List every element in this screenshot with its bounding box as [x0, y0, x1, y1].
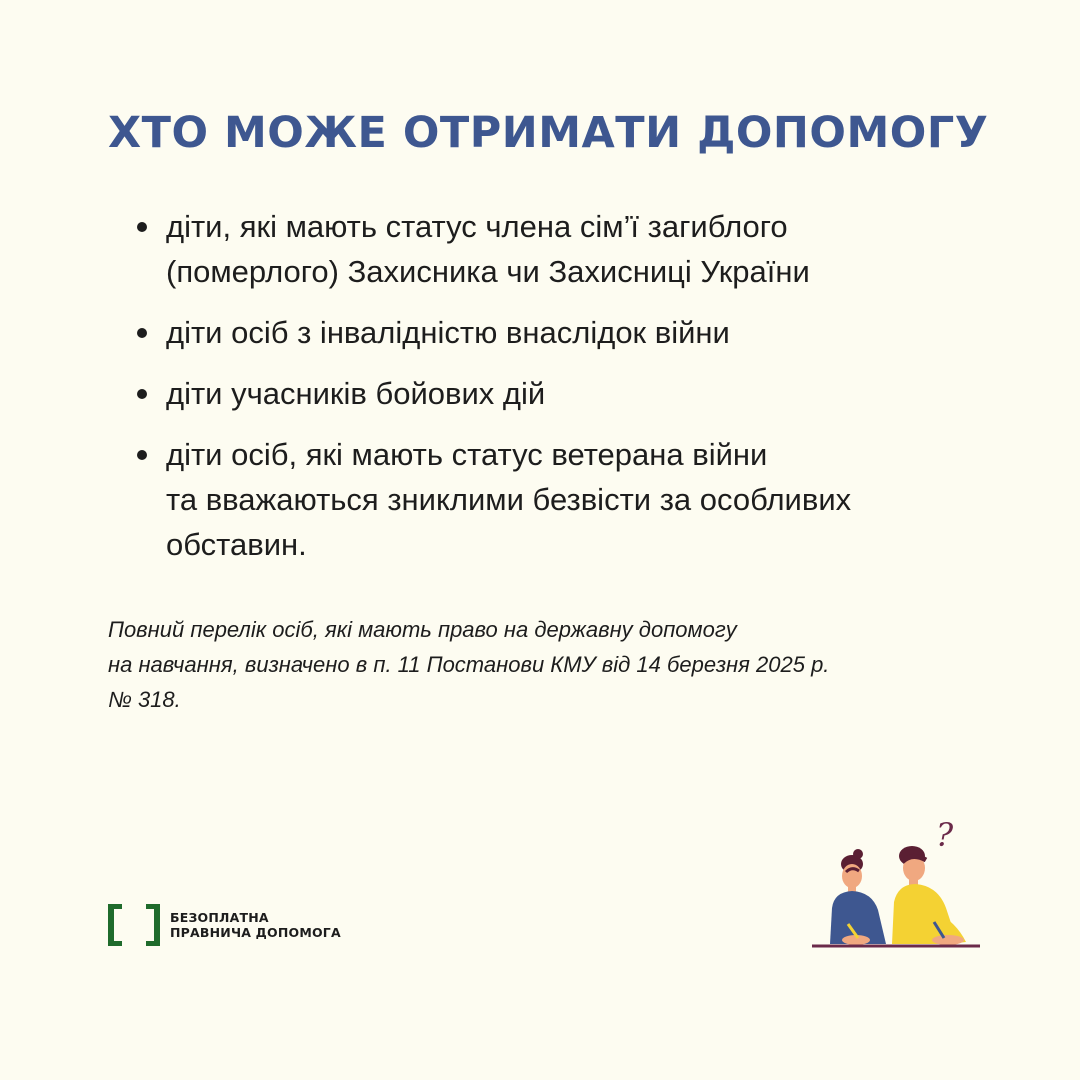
footnote-line: № 318. — [108, 687, 181, 712]
eligibility-list — [134, 204, 994, 583]
question-mark: ? — [936, 816, 954, 854]
list-item-line: обставин. — [166, 527, 307, 562]
footnote — [108, 612, 1008, 717]
footnote-line: Повний перелік осіб, які мають право на державну допомогу — [108, 617, 737, 642]
list-item-line: діти учасників бойових дій — [166, 376, 546, 411]
logo-line-2: ПРАВНИЧА ДОПОМОГА — [170, 925, 341, 940]
page-title: ХТО МОЖЕ ОТРИМАТИ ДОПОМОГУ — [108, 108, 989, 158]
left-student — [830, 849, 886, 945]
left-bracket — [111, 906, 122, 944]
list-item-line: діти осіб з інвалідністю внаслідок війни — [166, 315, 730, 350]
logo-text — [170, 910, 341, 940]
bracket-logo-icon — [108, 904, 160, 946]
list-item — [134, 432, 994, 567]
bullet-icon — [137, 450, 147, 460]
bullet-icon — [137, 222, 147, 232]
list-item — [134, 310, 994, 355]
logo-line-1: БЕЗОПЛАТНА — [170, 910, 269, 925]
logo — [108, 904, 341, 946]
list-item-line: діти, які мають статус члена сім’ї загиблого — [166, 209, 788, 244]
bullet-icon — [137, 389, 147, 399]
list-item — [134, 371, 994, 416]
students-illustration — [808, 812, 984, 950]
right-bracket — [146, 906, 157, 944]
footnote-line: на навчання, визначено в п. 11 Постанови КМУ від 14 березня 2025 р. — [108, 652, 830, 677]
bullet-icon — [137, 328, 147, 338]
list-item — [134, 204, 994, 294]
list-item-line: діти осіб, які мають статус ветерана війни — [166, 437, 768, 472]
list-item-line: та вважаються зниклими безвісти за особливих — [166, 482, 852, 517]
right-student — [892, 846, 966, 945]
list-item-line: (померлого) Захисника чи Захисниці України — [166, 254, 810, 289]
